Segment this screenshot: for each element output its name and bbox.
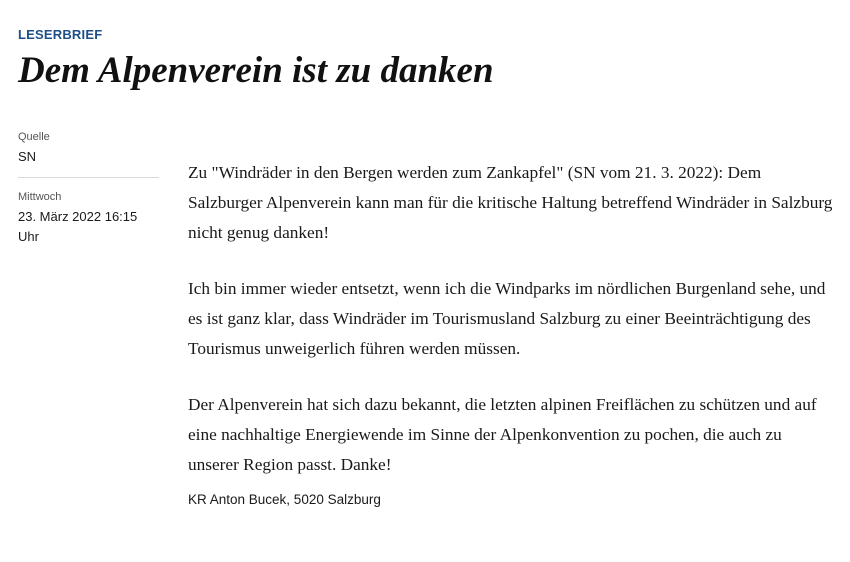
article-paragraph-2: Ich bin immer wieder entsetzt, wenn ich die Windparks im nördlichen Burgenland sehe, und es ist ganz klar, dass Windräder im Tourismusland Salzburg zu einer Beeinträchtigung des Tourismus unweigerlich führen werden müssen. xyxy=(188,279,826,358)
article-title: Dem Alpenverein ist zu danken xyxy=(18,50,494,91)
source-label: Quelle xyxy=(18,131,50,143)
article-meta xyxy=(18,130,159,257)
day-label: Mittwoch xyxy=(18,191,62,203)
article-body xyxy=(188,158,833,510)
article-paragraph-1: Zu "Windräder in den Bergen werden zum Zankapfel" (SN vom 21. 3. 2022): Dem Salzburger Alpenverein kann man für die kritische Haltung betreffend Windräder in Salzburg nicht genug danken! xyxy=(188,163,833,242)
publish-date: 23. März 2022 16:15 Uhr xyxy=(18,209,138,244)
date-block xyxy=(18,177,159,257)
source-value: SN xyxy=(18,149,37,164)
article-paragraph-3: Der Alpenverein hat sich dazu bekannt, die letzten alpinen Freiflächen zu schützen und auf eine nachhaltige Energiewende im Sinne der Alpenkonvention zu pochen, die auch zu unserer Region passt. Danke! xyxy=(188,395,817,474)
letter-signature: KR Anton Bucek, 5020 Salzburg xyxy=(188,492,381,507)
source-block xyxy=(18,130,159,177)
article-kicker: LESERBRIEF xyxy=(18,27,103,42)
